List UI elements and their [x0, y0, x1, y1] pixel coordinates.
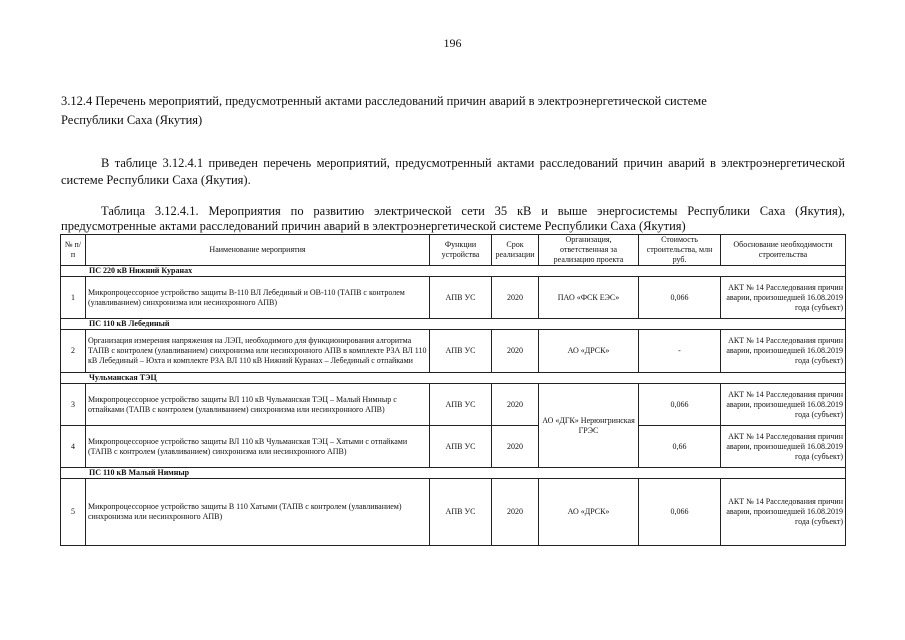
cell-org: АО «ДРСК» — [539, 479, 639, 546]
group-row — [61, 373, 846, 384]
group-label: ПС 220 кВ Нижний Куранах — [61, 266, 846, 277]
cell-term: 2020 — [492, 426, 539, 468]
group-row — [61, 266, 846, 277]
header-term: Срок реализации — [492, 235, 539, 266]
cell-func: АПВ УС — [430, 479, 492, 546]
cell-term: 2020 — [492, 384, 539, 426]
header-name: Наименование мероприятия — [86, 235, 430, 266]
cell-name: Микропроцессорное устройство защиты В-110 ВЛ Лебединый и ОВ-110 (ТАПВ с контролем (улавливанием) синхронизма или несинхронного АПВ) — [86, 277, 430, 319]
header-cost: Стоимость строительства, млн руб. — [639, 235, 721, 266]
cell-func: АПВ УС — [430, 426, 492, 468]
table-row — [61, 330, 846, 373]
section-heading — [61, 92, 841, 130]
cell-name: Организация измерения напряжения на ЛЭП, необходимого для функционирования алгоритма ТАПВ с контролем (улавливанием) синхронизма или несинхронного АПВ в комплекте РЗА ВЛ 110 кВ Лебединый – Юхта и комплекте РЗА ВЛ 110 кВ Нижний Куранах – Лебединый с отпайками — [86, 330, 430, 373]
table-header-row — [61, 235, 846, 266]
table-row — [61, 479, 846, 546]
group-label: Чульманская ТЭЦ — [61, 373, 846, 384]
cell-name: Микропроцессорное устройство защиты ВЛ 110 кВ Чульманская ТЭЦ – Малый Нимныр с отпайками (ТАПВ с контролем (улавливанием) синхронизма или несинхронного АПВ) — [86, 384, 430, 426]
cell-org: АО «ДГК» Нерюнгринская ГРЭС — [539, 384, 639, 468]
cell-func: АПВ УС — [430, 277, 492, 319]
cell-basis: АКТ № 14 Расследования причин аварии, произошедшей 16.08.2019 года (субъект) — [721, 426, 846, 468]
cell-org: АО «ДРСК» — [539, 330, 639, 373]
header-org: Организация, ответственная за реализацию проекта — [539, 235, 639, 266]
cell-num: 2 — [61, 330, 86, 373]
table-row — [61, 426, 846, 468]
cell-basis: АКТ № 14 Расследования причин аварии, произошедшей 16.08.2019 года (субъект) — [721, 479, 846, 546]
cell-num: 5 — [61, 479, 86, 546]
cell-func: АПВ УС — [430, 330, 492, 373]
page-number: 196 — [443, 36, 462, 50]
group-row — [61, 319, 846, 330]
header-basis: Обоснование необходимости строительства — [721, 235, 846, 266]
cell-term: 2020 — [492, 277, 539, 319]
cell-basis: АКТ № 14 Расследования причин аварии, произошедшей 16.08.2019 года (субъект) — [721, 330, 846, 373]
group-row — [61, 468, 846, 479]
intro-paragraph-text: В таблице 3.12.4.1 приведен перечень мероприятий, предусмотренный актами расследований причин аварий в электроэнергетической системе Республики Саха (Якутия). — [61, 156, 845, 187]
cell-cost: 0,066 — [639, 277, 721, 319]
cell-org: ПАО «ФСК ЕЭС» — [539, 277, 639, 319]
cell-cost: - — [639, 330, 721, 373]
cell-basis: АКТ № 14 Расследования причин аварии, произошедшей 16.08.2019 года (субъект) — [721, 277, 846, 319]
header-func: Функции устройства — [430, 235, 492, 266]
table-caption-text: Таблица 3.12.4.1. Мероприятия по развитию электрической сети 35 кВ и выше энергосистемы Республики Саха (Якутия), предусмотренные актами расследований причин аварий в электроэнергетической системе Республики Саха (Якутия) — [61, 204, 845, 233]
header-num: № п/п — [61, 235, 86, 266]
cell-cost: 0,066 — [639, 384, 721, 426]
section-heading-line-1: 3.12.4 Перечень мероприятий, предусмотренный актами расследований причин аварий в электроэнергетической системе — [61, 94, 707, 108]
measures-table — [60, 234, 846, 546]
section-heading-line-2: Республики Саха (Якутия) — [61, 113, 203, 127]
cell-num: 3 — [61, 384, 86, 426]
cell-cost: 0,066 — [639, 479, 721, 546]
cell-name: Микропроцессорное устройство защиты ВЛ 110 кВ Чульманская ТЭЦ – Хатыми с отпайками (ТАПВ с контролем (улавливанием) синхронизма или несинхронного АПВ) — [86, 426, 430, 468]
table-row — [61, 384, 846, 426]
cell-term: 2020 — [492, 479, 539, 546]
cell-term: 2020 — [492, 330, 539, 373]
cell-basis: АКТ № 14 Расследования причин аварии, произошедшей 16.08.2019 года (субъект) — [721, 384, 846, 426]
cell-num: 1 — [61, 277, 86, 319]
table-caption — [61, 204, 845, 234]
group-label: ПС 110 кВ Малый Нимныр — [61, 468, 846, 479]
intro-paragraph — [61, 155, 845, 189]
table-row — [61, 277, 846, 319]
group-label: ПС 110 кВ Лебединый — [61, 319, 846, 330]
cell-func: АПВ УС — [430, 384, 492, 426]
cell-cost: 0,66 — [639, 426, 721, 468]
cell-num: 4 — [61, 426, 86, 468]
cell-name: Микропроцессорное устройство защиты В 110 Хатыми (ТАПВ с контролем (улавливанием) синхронизма или несинхронного АПВ) — [86, 479, 430, 546]
